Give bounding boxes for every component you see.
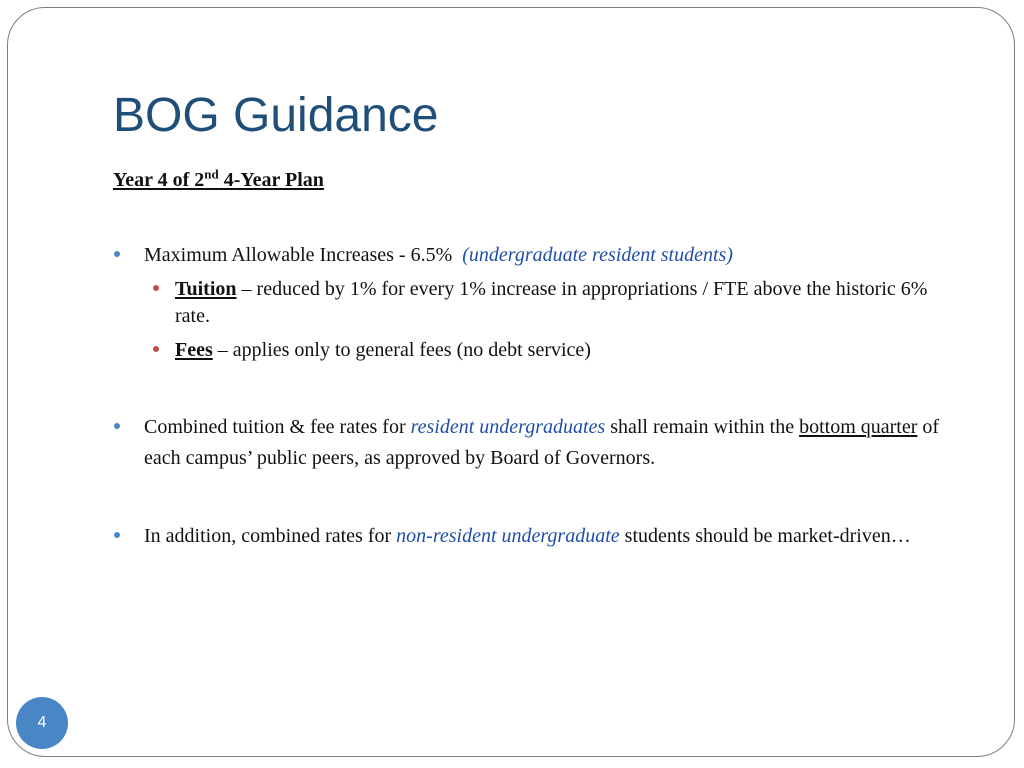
page-number-badge: 4 [16, 697, 68, 749]
sub-bullet-tuition-term: Tuition [175, 278, 237, 300]
subtitle-pre: Year 4 of 2 [113, 169, 205, 191]
sub-bullet-dot-icon [153, 346, 159, 352]
bullet-dot-icon [114, 532, 120, 538]
subtitle-post: 4-Year Plan [218, 169, 324, 191]
bullet-max-increases-note: (undergraduate resident students) [462, 244, 733, 266]
bullet-non-resident-highlight: non-resident undergraduate [396, 525, 620, 547]
subtitle-superscript: nd [204, 166, 219, 182]
bullet-non-resident [113, 521, 943, 552]
bullet-non-resident-post: students should be market-driven… [619, 525, 911, 547]
sub-bullet-fees-term: Fees [175, 339, 213, 361]
bullet-combined-rates-mid: shall remain within the [605, 416, 800, 438]
bullet-combined-rates-highlight: resident undergraduates [410, 416, 606, 438]
bullet-max-increases [113, 240, 943, 271]
sub-bullet-fees [175, 337, 943, 364]
bullet-non-resident-pre: In addition, combined rates for [144, 525, 397, 547]
sub-bullet-tuition [175, 276, 943, 330]
bullet-combined-rates-underline: bottom quarter [799, 416, 918, 438]
sub-bullet-tuition-text: – reduced by 1% for every 1% increase in appropriations / FTE above the historic 6% rate. [175, 278, 928, 327]
bullet-dot-icon [114, 423, 120, 429]
bullet-combined-rates-post: of each campus’ public peers, as approved by Board of Governors. [144, 416, 940, 469]
sub-bullet-fees-text: – applies only to general fees (no debt service) [212, 339, 591, 361]
sub-bullet-dot-icon [153, 285, 159, 291]
bullet-max-increases-text: Maximum Allowable Increases - 6.5% [144, 244, 453, 266]
bullet-combined-rates-pre: Combined tuition & fee rates for [144, 416, 411, 438]
slide-title: BOG Guidance [113, 89, 439, 142]
bullet-combined-rates [113, 412, 943, 474]
bullet-dot-icon [114, 251, 120, 257]
slide-subtitle [113, 167, 324, 193]
